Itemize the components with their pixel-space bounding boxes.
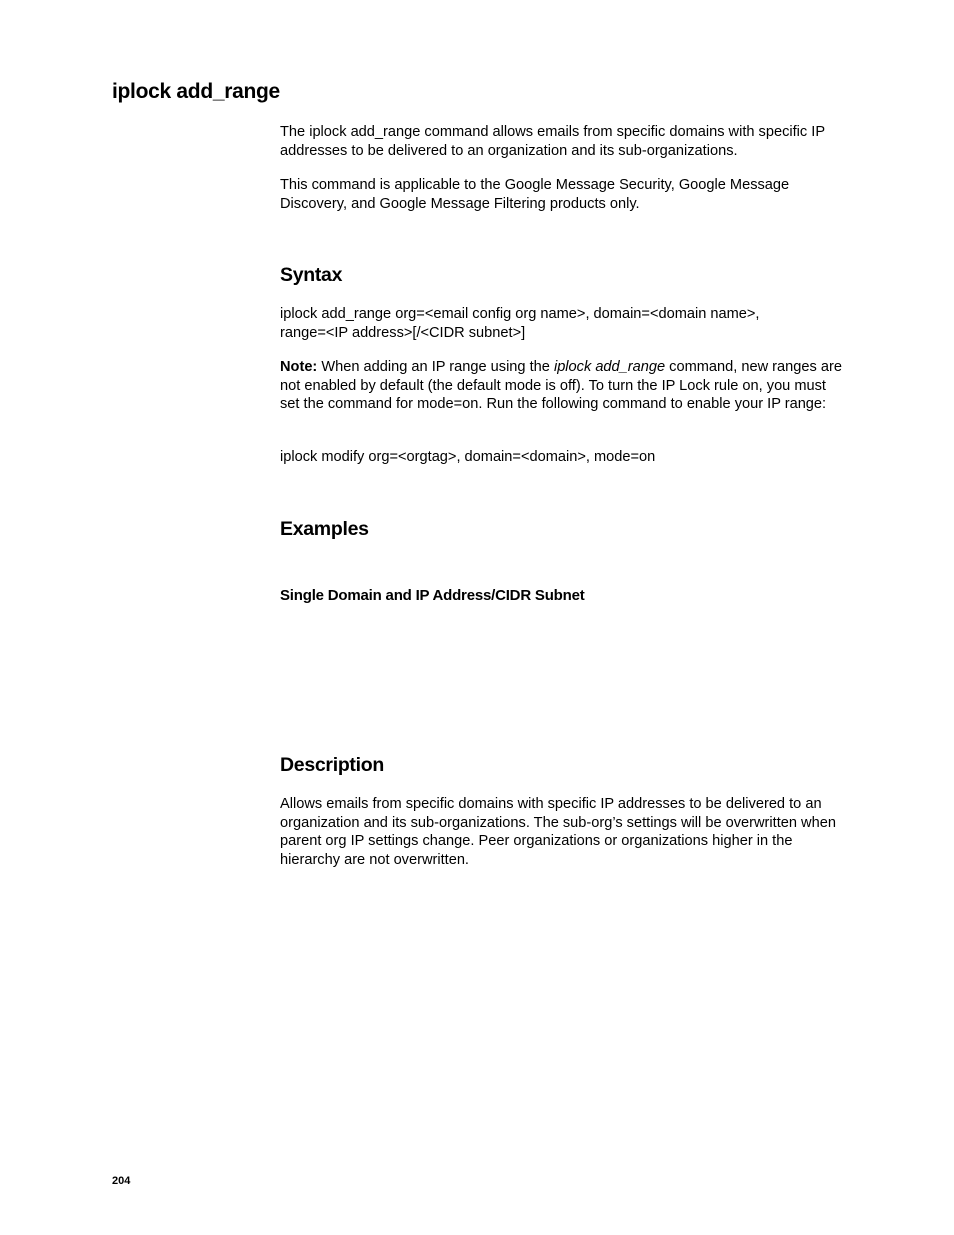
enable-command: iplock modify org=<orgtag>, domain=<domain>, mode=on — [280, 449, 656, 465]
syntax-command-line-2: range=<IP address>[/<CIDR subnet>] — [280, 324, 526, 341]
syntax-command-line-1: iplock add_range org=<email config org name>, domain=<domain name>, — [280, 306, 760, 322]
note-text-before: When adding an IP range using the — [317, 359, 554, 375]
syntax-command — [280, 305, 845, 342]
description-heading: Description — [280, 754, 384, 776]
page-title: iplock add_range — [112, 80, 280, 103]
intro-paragraph: The iplock add_range command allows emails from specific domains with specific IP addresses to be delivered to an organization and its sub-organizations. — [280, 124, 825, 159]
description-paragraph: Allows emails from specific domains with specific IP addresses to be delivered to an organization and its sub-organizations. The sub-org’s settings will be overwritten when parent org IP settings change. Peer organizations or organizations higher in the hierarchy are not overwritten. — [280, 796, 836, 868]
note-label: Note: — [280, 359, 318, 375]
note-command-name: iplock add_range — [553, 359, 666, 375]
syntax-note — [280, 358, 845, 414]
page-number: 204 — [112, 1175, 131, 1187]
product-applicability-paragraph: This command is applicable to the Google Message Security, Google Message Discovery, and Google Message Filtering products only. — [280, 177, 790, 212]
syntax-heading: Syntax — [280, 264, 343, 286]
examples-subheading: Single Domain and IP Address/CIDR Subnet — [280, 587, 585, 604]
examples-heading: Examples — [280, 518, 369, 540]
note-text-after: command, new ranges are not enabled by default (the default mode is off). To turn the IP Lock rule on, you must set the command for mode=on. Run the following command to enable your IP range: — [280, 359, 842, 413]
